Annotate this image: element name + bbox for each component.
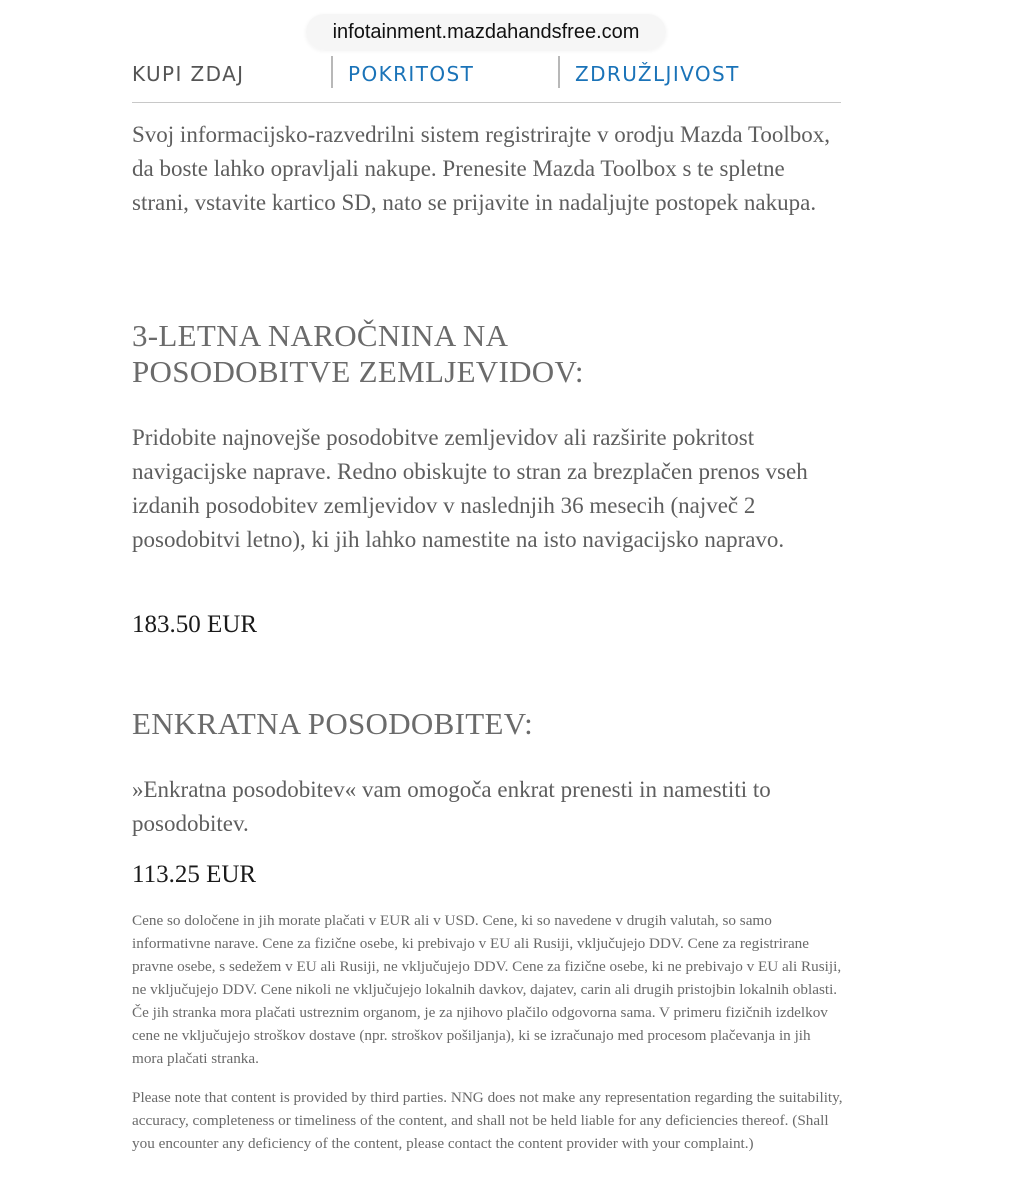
product-description-single-update: »Enkratna posodobitev« vam omogoča enkrat prenesti in namestiti to posodobitev. <box>132 777 771 836</box>
tab-navigation <box>132 54 841 103</box>
tab-pokritost[interactable]: POKRITOST <box>348 62 475 86</box>
intro-text: Svoj informacijsko-razvedrilni sistem registrirajte v orodju Mazda Toolbox, da boste lahko opravljali nakupe. Prenesite Mazda Toolbox s te spletne strani, vstavite kartico SD, nato se prijavite in nadaljujte postopek nakupa. <box>132 122 831 215</box>
tab-divider <box>331 56 333 88</box>
address-bar-url: infotainment.mazdahandsfree.com <box>332 20 640 43</box>
product-price-subscription: 183.50 EUR <box>132 611 257 638</box>
product-title-subscription: 3-LETNA NAROČNINA NA POSODOBITVE ZEMLJEVIDOV: <box>132 318 584 389</box>
third-party-disclaimer: Please note that content is provided by third parties. NNG does not make any representation regarding the suitability, accuracy, completeness or timeliness of the content, and shall not be held liable for any deficiencies thereof. (Shall you encounter any deficiency of the content, please contact the content provider with your complaint.) <box>132 1089 843 1152</box>
product-description-subscription: Pridobite najnovejše posodobitve zemljevidov ali razširite pokritost navigacijske naprave. Redno obiskujte to stran za brezplačen prenos vseh izdanih posodobitev zemljevidov v naslednjih 36 mesecih (največ 2 posodobitvi letno), ki jih lahko namestite na isto navigacijsko napravo. <box>132 425 808 552</box>
product-price-single-update: 113.25 EUR <box>132 861 257 888</box>
tab-divider <box>558 56 560 88</box>
pricing-legal-note: Cene so določene in jih morate plačati v EUR ali v USD. Cene, ki so navedene v drugih valutah, so samo informativne narave. Cene za fizične osebe, ki prebivajo v EU ali Rusiji, vključujejo DDV. Cene za registrirane pravne osebe, s sedežem v EU ali Rusiji, ne vključujejo DDV. Cene za fizične osebe, ki ne prebivajo v EU ali Rusiji, ne vključujejo DDV. Cene nikoli ne vključujejo lokalnih davkov, dajatev, carin ali drugih pristojbin lokalnih oblasti. Če jih stranka mora plačati ustreznim organom, je za njihovo plačilo odgovorna sama. V primeru fizičnih izdelkov cene ne vključujejo stroškov dostave (npr. stroškov pošiljanja), ki se izračunajo med procesom plačevanja in jih mora plačati stranka. <box>132 912 842 1067</box>
address-bar[interactable] <box>306 14 666 50</box>
tab-kupi-zdaj[interactable]: KUPI ZDAJ <box>132 62 245 86</box>
tab-zdruzljivost[interactable]: ZDRUŽLJIVOST <box>575 62 740 86</box>
product-title-single-update: ENKRATNA POSODOBITEV: <box>132 706 533 741</box>
